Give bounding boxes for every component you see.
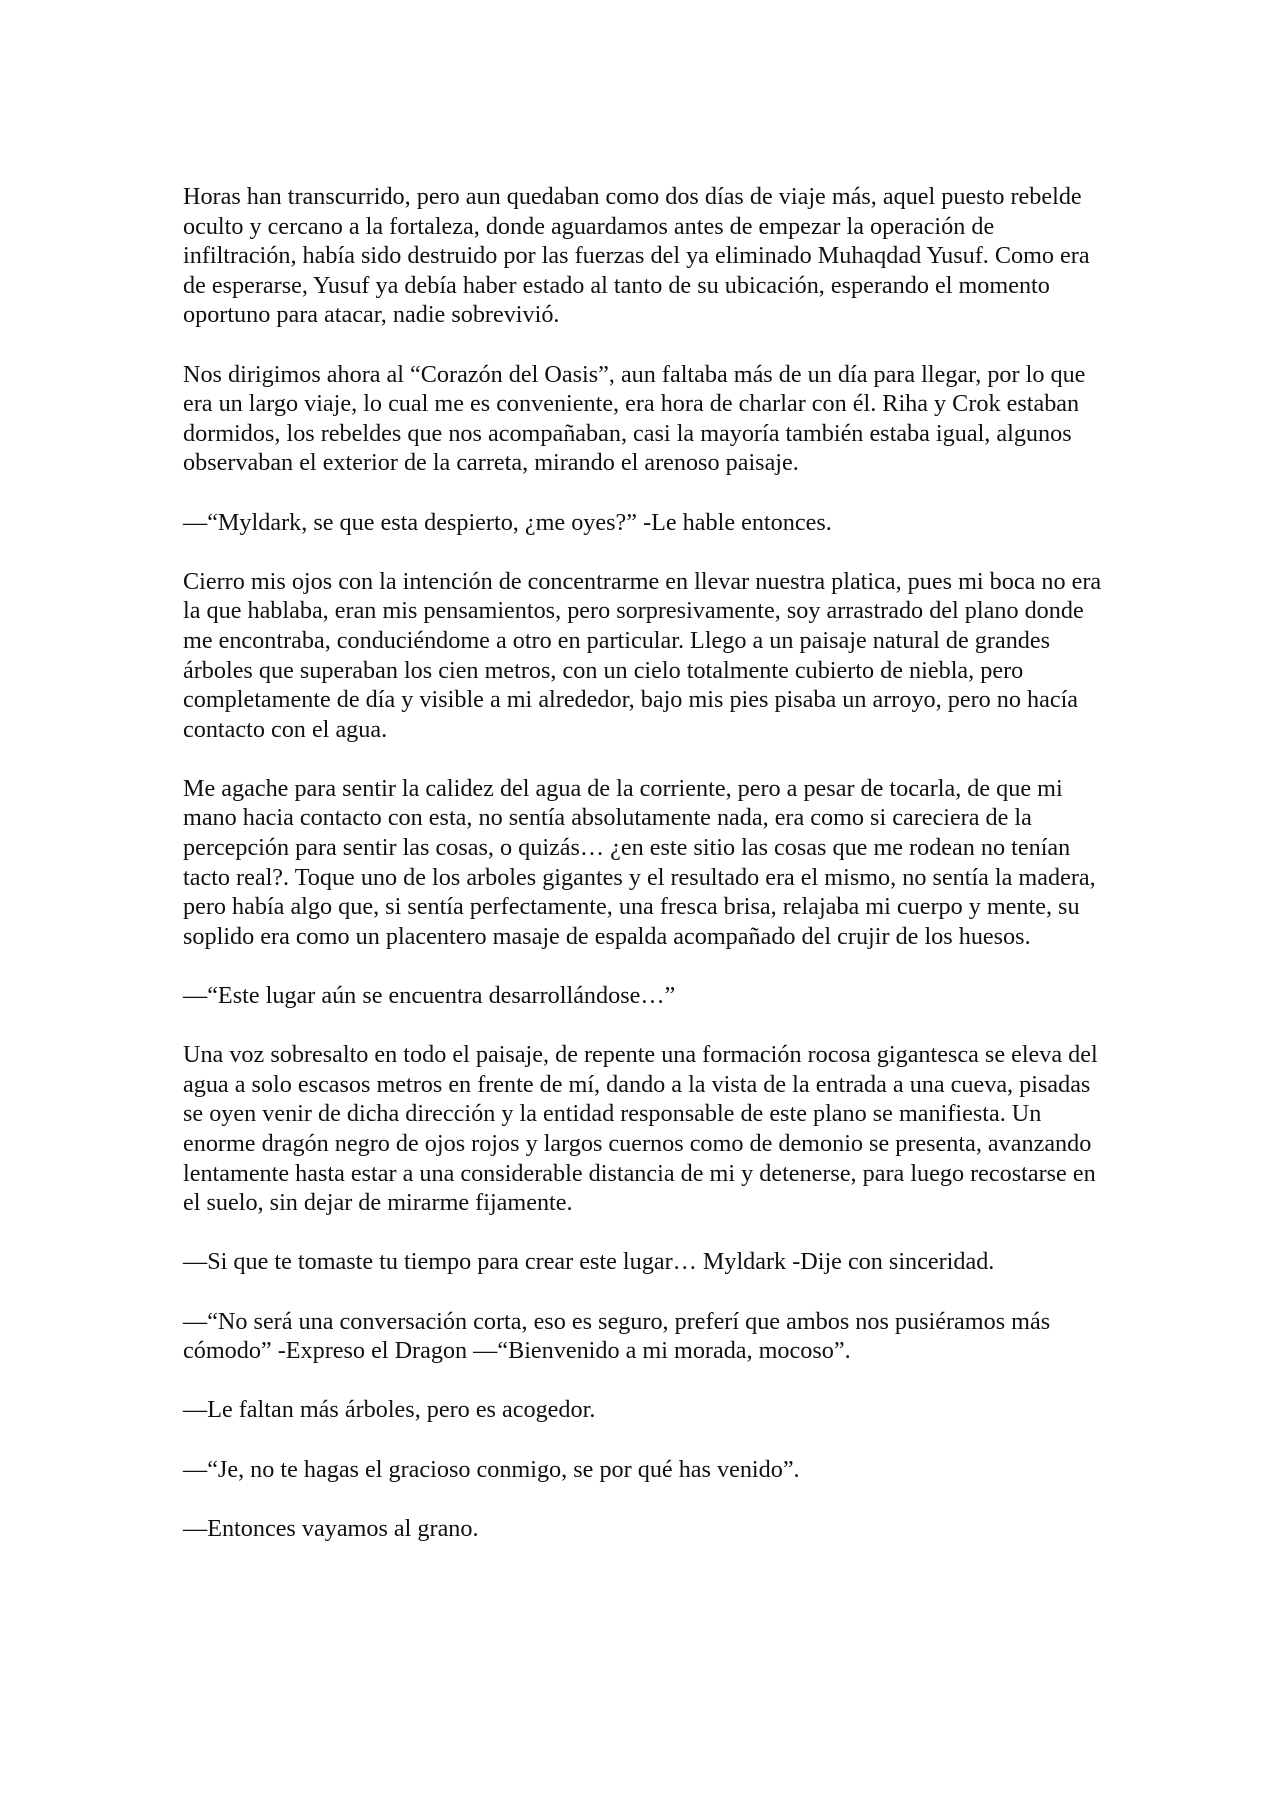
- dialogue-line: —“Este lugar aún se encuentra desarrollándose…”: [183, 982, 676, 1010]
- paragraph: Me agache para sentir la calidez del agua de la corriente, pero a pesar de tocarla, de que mi mano hacia contacto con esta, no sentía absolutamente nada, era como si careciera de la percepción para sentir las cosas, o quizás… ¿en este sitio las cosas que me rodean no tenían tacto real?. Toque uno de los arboles gigantes y el resultado era el mismo, no sentía la madera, pero había algo que, si sentía perfectamente, una fresca brisa, relajaba mi cuerpo y mente, su soplido era como un placentero masaje de espalda acompañado del crujir de los huesos.: [183, 774, 1096, 950]
- dialogue-line: —“Je, no te hagas el gracioso conmigo, se por qué has venido”.: [183, 1455, 800, 1483]
- dialogue-line: —“No será una conversación corta, eso es seguro, preferí que ambos nos pusiéramos más cómodo” -Expreso el Dragon —“Bienvenido a mi morada, mocoso”.: [183, 1307, 1051, 1365]
- paragraph: Cierro mis ojos con la intención de concentrarme en llevar nuestra platica, pues mi boca no era la que hablaba, eran mis pensamientos, pero sorpresivamente, soy arrastrado del plano donde me encontraba, conduciéndome a otro en particular. Llego a un paisaje natural de grandes árboles que superaban los cien metros, con un cielo totalmente cubierto de niebla, pero completamente de día y visible a mi alrededor, bajo mis pies pisaba un arroyo, pero no hacía contacto con el agua.: [183, 567, 1102, 743]
- dialogue-line: —“Myldark, se que esta despierto, ¿me oyes?” -Le hable entonces.: [183, 508, 832, 536]
- dialogue-line: —Si que te tomaste tu tiempo para crear este lugar… Myldark -Dije con sinceridad.: [183, 1248, 995, 1276]
- paragraph: Nos dirigimos ahora al “Corazón del Oasis”, aun faltaba más de un día para llegar, por lo que era un largo viaje, lo cual me es conveniente, era hora de charlar con él. Riha y Crok estaban dormidos, los rebeldes que nos acompañaban, casi la mayoría también estaba igual, algunos observaban el exterior de la carreta, mirando el arenoso paisaje.: [183, 360, 1086, 477]
- paragraph: Horas han transcurrido, pero aun quedaban como dos días de viaje más, aquel puesto rebelde oculto y cercano a la fortaleza, donde aguardamos antes de empezar la operación de infiltración, había sido destruido por las fuerzas del ya eliminado Muhaqdad Yusuf. Como era de esperarse, Yusuf ya debía haber estado al tanto de su ubicación, esperando el momento oportuno para atacar, nadie sobrevivió.: [183, 183, 1090, 329]
- dialogue-line: —Le faltan más árboles, pero es acogedor.: [183, 1396, 596, 1424]
- paragraph: Una voz sobresalto en todo el paisaje, de repente una formación rocosa gigantesca se eleva del agua a solo escasos metros en frente de mí, dando a la vista de la entrada a una cueva, pisadas se oyen venir de dicha dirección y la entidad responsable de este plano se manifiesta. Un enorme dragón negro de ojos rojos y largos cuernos como de demonio se presenta, avanzando lentamente hasta estar a una considerable distancia de mi y detenerse, para luego recostarse en el suelo, sin dejar de mirarme fijamente.: [183, 1041, 1098, 1217]
- dialogue-line: —Entonces vayamos al grano.: [183, 1514, 479, 1542]
- document-body: [183, 182, 1113, 1573]
